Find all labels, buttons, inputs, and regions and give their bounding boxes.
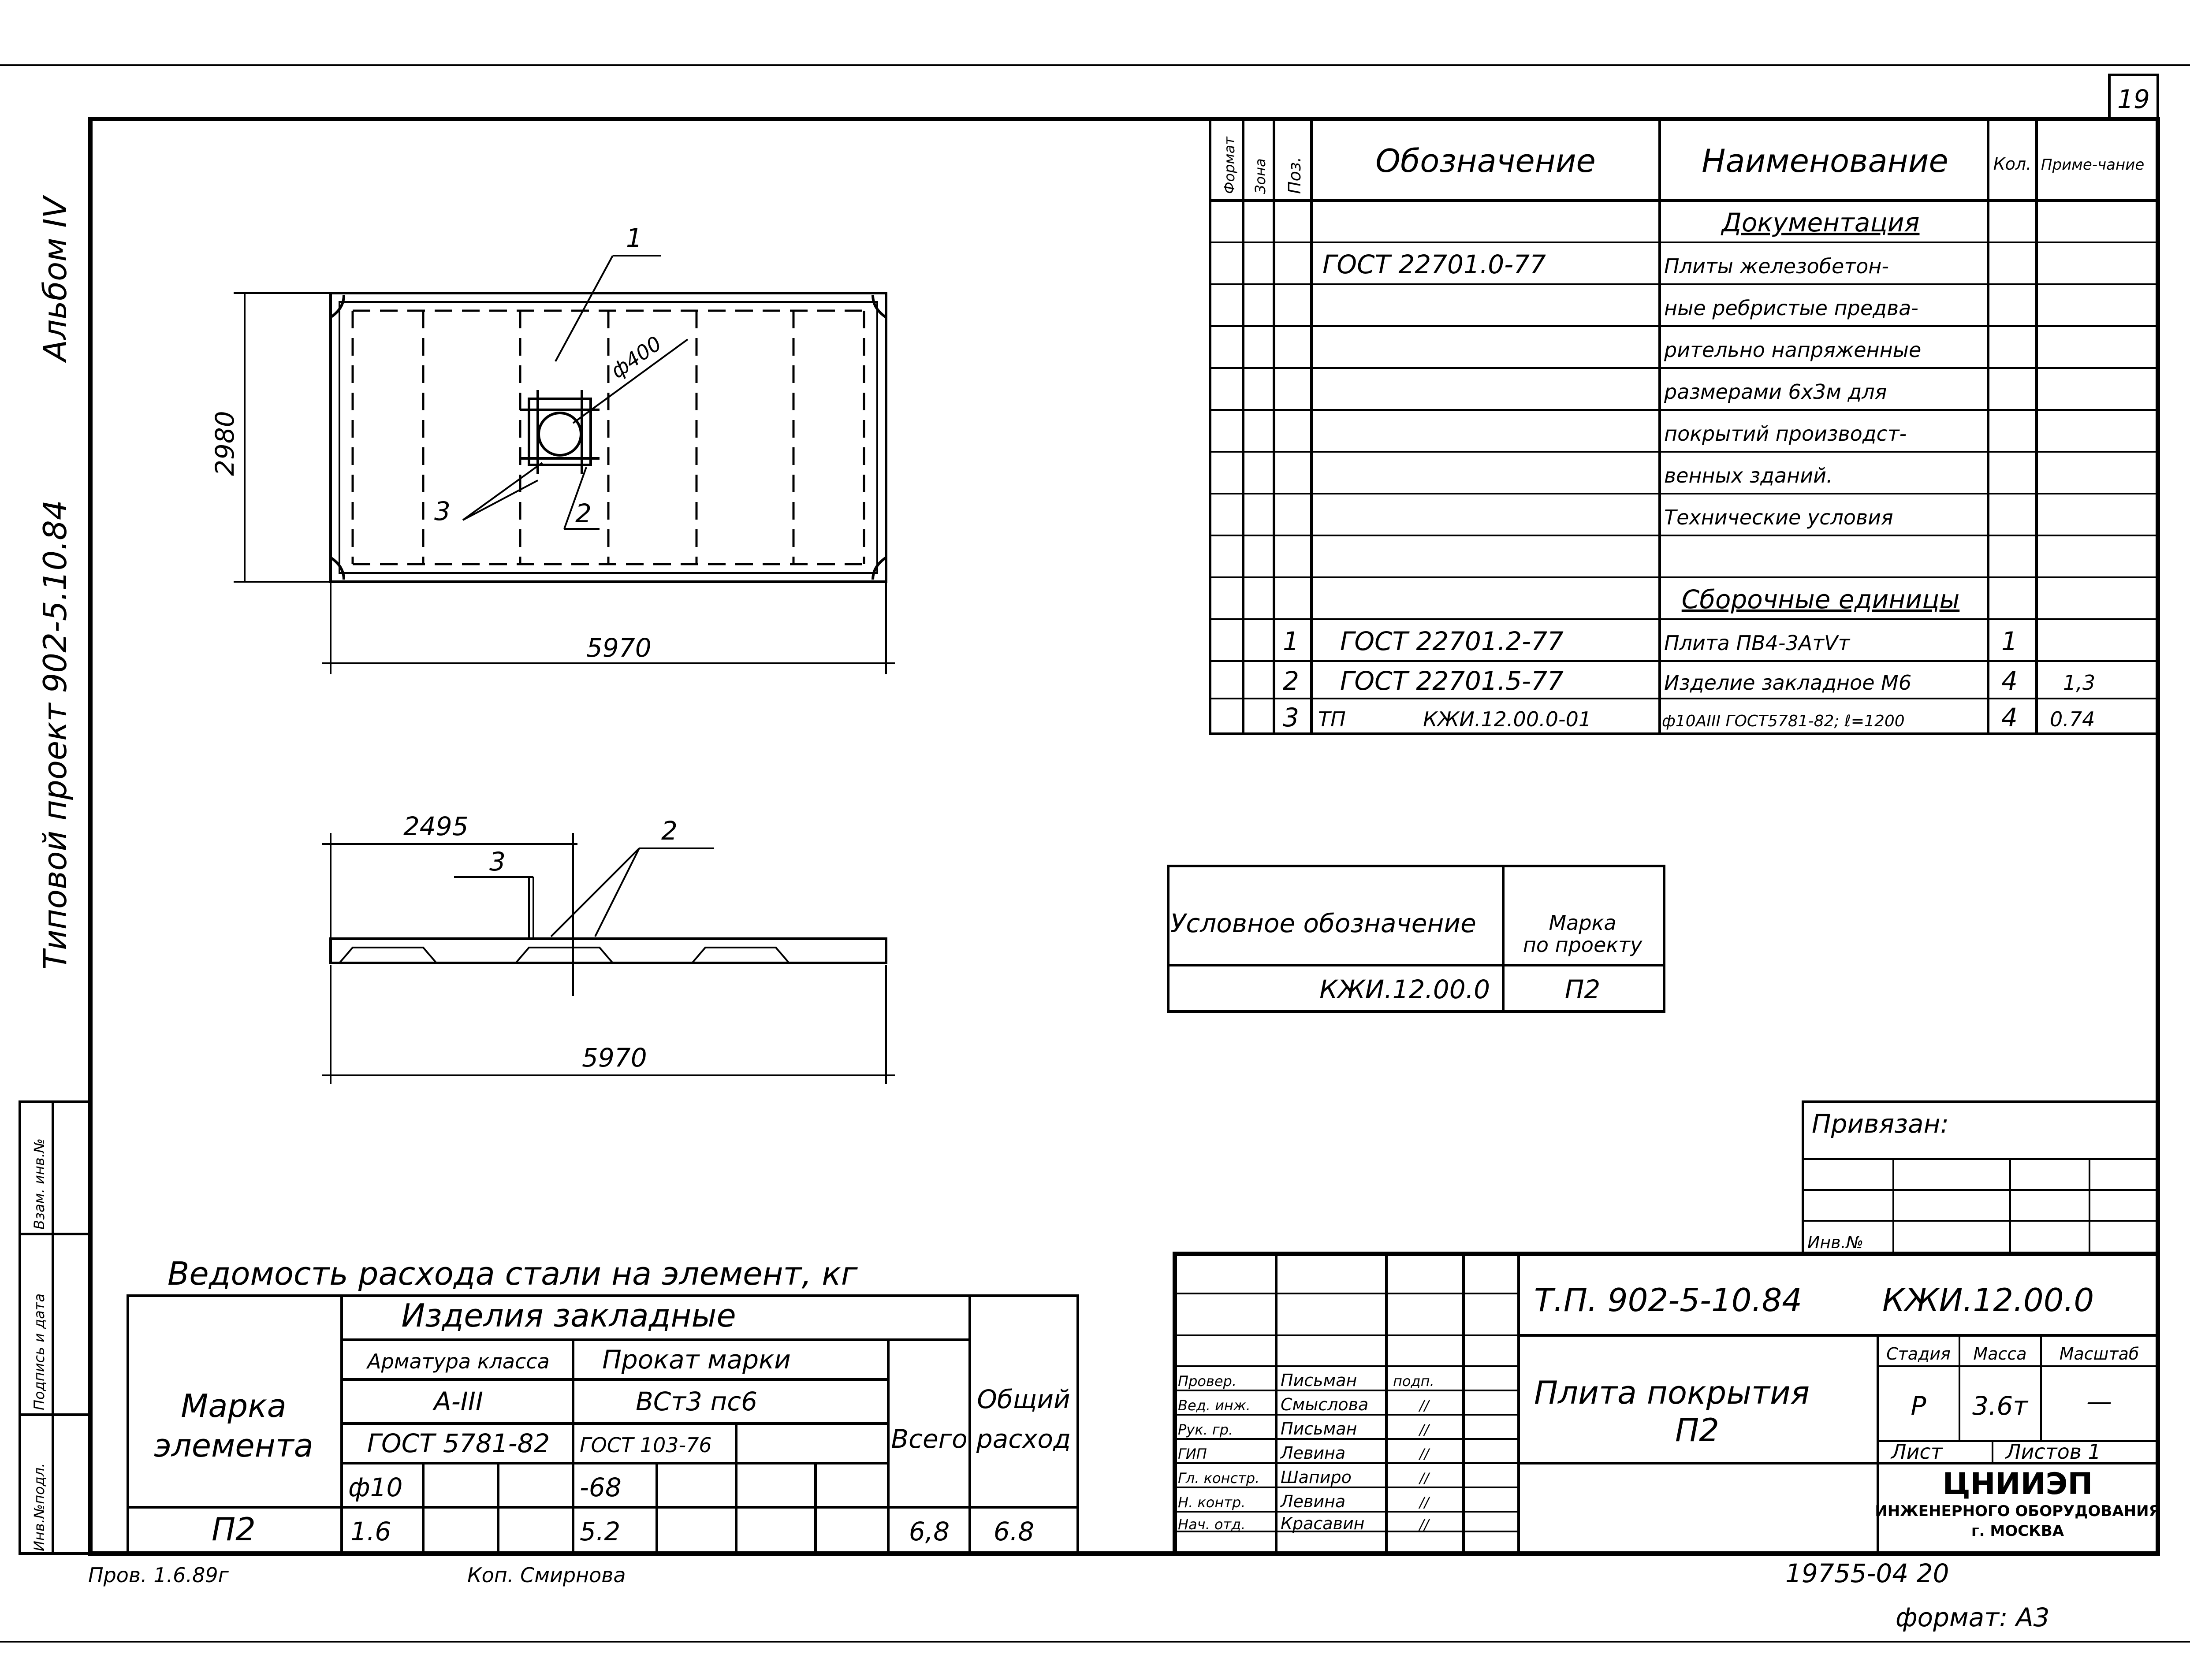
org-sub: ИНЖЕНЕРНОГО ОБОРУДОВАНИЯ [1875,1502,2160,1520]
mark-head-1: Условное обозначение [1170,908,1476,938]
steel-rolled-gost: ГОСТ 103-76 [580,1433,712,1457]
side-stamp-field: Подпись и дата [31,1293,48,1410]
signer-role: Вед. инж. [1178,1397,1251,1414]
signer-role: Нач. отд. [1178,1516,1246,1533]
scale-value: — [2086,1386,2112,1416]
steel-element-header-2: элемента [154,1427,313,1464]
steel-armature-header: Арматура класса [367,1349,550,1373]
side-stamp [20,1102,90,1554]
page-number: 19 [2117,84,2150,114]
dim-width-value: 5970 [586,633,652,663]
scale-header: Масштаб [2059,1344,2139,1364]
steel-overall-header-1: Общий [977,1384,1070,1414]
section-view [322,811,895,1084]
dim-height-value: 2980 [210,411,240,476]
copy-note: Коп. Смирнова [467,1563,626,1587]
signer-name: Левина [1281,1492,1346,1511]
signer-sign: // [1419,1470,1429,1487]
dim-length-value: 5970 [582,1043,647,1073]
side-album-title: Альбом IV [37,197,74,361]
spec-row-designation: ГОСТ 22701.5-77 [1340,666,1564,696]
spec-doc-line: венных зданий. [1664,464,1833,487]
signer-name: Смыслова [1281,1395,1369,1414]
signer-sign: // [1419,1494,1429,1511]
signer-name: Письман [1281,1371,1357,1390]
spec-row-designation: ТП КЖИ.12.00.0-01 [1318,707,1592,731]
spec-head-qty: Кол. [1993,154,2032,174]
spec-row-qty: 1 [2001,626,2018,656]
dim-offset-value: 2495 [403,811,469,841]
stage-value: Р [1911,1391,1926,1421]
leader-1 [555,256,613,361]
title-2: П2 [1675,1412,1719,1449]
mark-mark: П2 [1564,974,1601,1004]
steel-row-mark: П2 [212,1511,256,1548]
spec-row-name: Изделие закладное М6 [1664,671,1912,695]
plan-hole [539,413,581,455]
signer-name: Красавин [1281,1514,1365,1533]
plan-view [210,223,895,674]
format-label: формат: А3 [1896,1602,2050,1632]
side-stamp-field: Взам. инв.№ [31,1138,48,1230]
steel-row-overall: 6.8 [993,1516,1035,1546]
signer-role: Провер. [1178,1373,1237,1390]
spec-doc-line: Технические условия [1664,505,1893,529]
drawing-code: КЖИ.12.00.0 [1882,1282,2094,1319]
drawing-frame [90,119,2158,1554]
spec-row-qty: 4 [2001,702,2018,732]
signer-name: Шапиро [1281,1468,1352,1487]
leader-3 [463,480,538,520]
signer-role: ГИП [1178,1446,1207,1462]
sheets-label: Листов 1 [2006,1440,2101,1464]
signer-sign: подп. [1393,1373,1434,1390]
leader-2 [551,848,639,937]
org-city: г. МОСКВА [1971,1522,2064,1540]
signer-name: Письман [1281,1419,1357,1438]
spec-head-format: Формат [1221,137,1238,194]
steel-table [128,1255,1078,1554]
spec-table [1210,119,2158,734]
spec-row-name: Плита ПВ4-3АтVт [1664,631,1850,655]
steel-rolled-header: Прокат марки [602,1345,791,1375]
mass-header: Масса [1973,1344,2027,1364]
plan-corner [331,295,344,317]
spec-row-note: 0.74 [2050,707,2095,731]
spec-doc-designation: ГОСТ 22701.0-77 [1322,249,1546,279]
signer-sign: // [1419,1397,1429,1414]
section-slab [331,939,886,963]
mark-head-2b: по проекту [1523,933,1642,957]
spec-row-note: 1,3 [2063,671,2096,695]
spec-head-designation: Обозначение [1375,142,1596,179]
section-callout-3: 3 [489,847,506,877]
org-name: ЦНИИЭП [1942,1467,2093,1502]
spec-row-name: ф10АIII ГОСТ5781-82; ℓ=1200 [1662,712,1905,730]
section-callout-2: 2 [661,816,678,846]
archive-number: 19755-04 20 [1785,1558,1949,1588]
callout-2: 2 [575,498,592,528]
spec-doc-line: ные ребристые предва- [1664,296,1918,320]
spec-row-pos: 3 [1283,702,1299,732]
steel-element-header-1: Марка [181,1387,287,1424]
signer-name: Левина [1281,1443,1346,1463]
spec-doc-line: рительно напряженные [1664,338,1922,362]
side-project-title: Типовой проект 902-5.10.84 [37,500,74,970]
leader-2 [595,848,639,937]
hole-label: ф400 [606,331,666,383]
inv-label: Инв.№ [1807,1233,1864,1252]
signer-sign: // [1419,1446,1429,1462]
plan-corner [873,558,886,580]
callout-1: 1 [626,223,642,253]
spec-doc-line: размерами 6х3м для [1664,380,1887,404]
spec-row-qty: 4 [2001,666,2018,696]
steel-rolled-size: -68 [580,1472,622,1502]
steel-armature-class: А-III [434,1386,483,1416]
spec-row-designation: ГОСТ 22701.2-77 [1340,626,1564,656]
leader-3 [463,463,542,520]
mass-value: 3.6т [1972,1391,2028,1421]
spec-head-name: Наименование [1702,142,1948,179]
callout-3: 3 [434,496,451,526]
steel-armature-gost: ГОСТ 5781-82 [367,1428,550,1458]
spec-section-units: Сборочные единицы [1681,584,1960,614]
spec-row-pos: 2 [1283,666,1299,696]
signer-role: Н. контр. [1178,1494,1246,1511]
plan-corner [331,558,344,580]
steel-row-rolled: 5.2 [580,1516,621,1546]
bound-label: Привязан: [1812,1109,1949,1139]
steel-total-header: Всего [891,1424,968,1454]
spec-head-zone: Зона [1252,158,1269,194]
section-rib [692,948,789,963]
steel-overall-header-2: расход [976,1424,1071,1454]
spec-head-pos: Поз. [1285,156,1304,194]
steel-title: Ведомость расхода стали на элемент, кг [168,1255,858,1292]
title-1: Плита покрытия [1534,1374,1810,1411]
steel-row-total: 6,8 [909,1516,950,1546]
spec-doc-line: покрытий производст- [1664,422,1907,446]
signer-role: Гл. констр. [1178,1470,1260,1487]
signer-sign: // [1419,1421,1429,1438]
spec-head-note: Приме-чание [2041,156,2145,174]
mark-code: КЖИ.12.00.0 [1319,974,1490,1004]
signer-sign: // [1419,1516,1429,1533]
steel-row-armature: 1.6 [350,1516,391,1546]
steel-rolled-grade: ВСт3 пс6 [635,1386,758,1416]
spec-doc-line: Плиты железобетон- [1664,254,1889,278]
sheet-label: Лист [1891,1440,1943,1464]
title-block [1175,1102,2160,1554]
approval-note: Пров. 1.6.89г [88,1563,229,1587]
spec-row-pos: 1 [1283,626,1299,656]
plan-corner [873,295,886,317]
section-rib [339,948,436,963]
spec-section-docs: Документация [1721,208,1920,238]
mark-head-2a: Марка [1549,911,1616,935]
side-stamp-frame [20,1102,90,1554]
steel-armature-dia: ф10 [348,1472,403,1502]
stage-header: Стадия [1886,1344,1951,1364]
project-code: Т.П. 902-5-10.84 [1534,1282,1803,1319]
mark-table [1168,866,1664,1011]
steel-embedded-header: Изделия закладные [401,1297,736,1334]
side-stamp-field: Инв.№подл. [31,1463,48,1551]
signer-role: Рук. гр. [1178,1421,1233,1438]
section-rib [516,948,613,963]
